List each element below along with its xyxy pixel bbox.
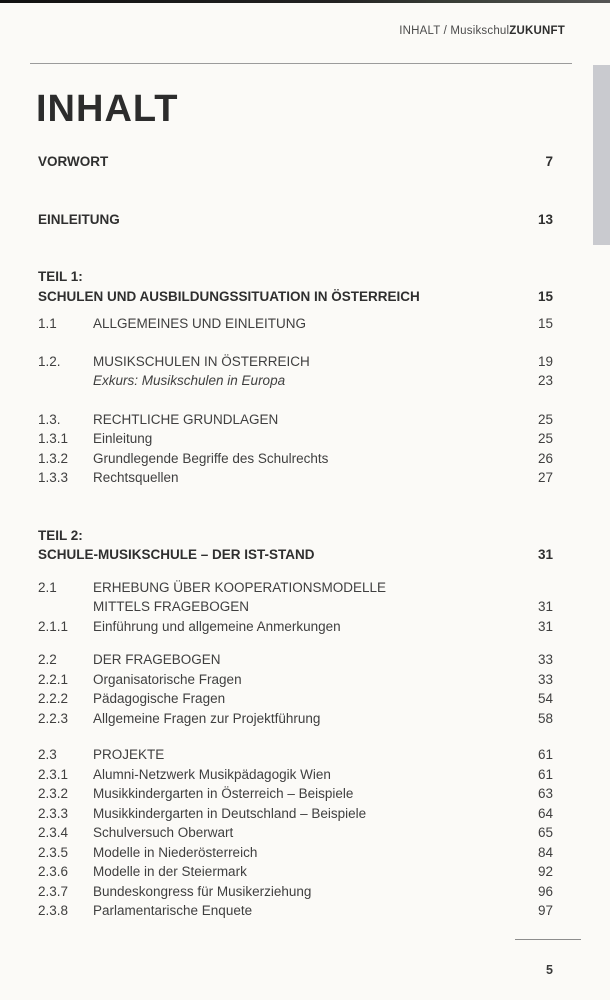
toc-row-title: Organisatorische Fragen [93,671,242,687]
toc-row [38,578,553,598]
toc-row-page: 92 [537,864,553,879]
toc-part-title: SCHULEN UND AUSBILDUNGSSITUATION IN ÖSTERREICH [38,288,420,304]
toc-row-page: 84 [537,844,553,860]
toc-row [38,745,553,765]
toc-row-page: 33 [537,652,553,667]
toc-row [38,689,553,709]
page-title: INHALT [36,88,179,130]
toc-row-number: 2.2 [38,652,57,667]
toc-row [38,650,553,670]
toc-row-title: Modelle in Niederösterreich [93,844,258,860]
toc-row-number: 2.1 [38,579,57,595]
toc-row-page: 31 [537,618,553,634]
toc-part-heading [38,267,553,306]
toc-row-title: Schulversuch Oberwart [93,825,234,840]
toc-row-title: PROJEKTE [93,747,165,762]
toc-row [38,617,553,637]
toc-row-number: 1.3. [38,411,61,427]
toc-row-title: Einleitung [93,431,153,446]
toc-row-title: RECHTLICHE GRUNDLAGEN [93,411,279,427]
toc-row-number: 2.2.1 [38,671,69,687]
toc-row-title: Rechtsquellen [93,470,179,485]
chapter-thumb-tab [593,65,610,245]
toc-row-page: 58 [537,710,553,726]
toc-row-page: 96 [537,883,553,899]
toc-part-label: TEIL 1: [38,269,83,284]
toc-row-number: 2.3.1 [38,766,69,782]
toc-row-title: Exkurs: Musikschulen in Europa [93,373,286,388]
toc-row [38,901,553,921]
toc-row-page: 64 [537,805,553,821]
toc-row-number [38,371,93,391]
toc-row-number: 2.1.1 [38,618,69,634]
toc-group [38,650,553,728]
toc-group [38,352,553,391]
toc-row-number [38,597,93,617]
toc-row-title: ERHEBUNG ÜBER KOOPERATIONSMODELLE [93,579,387,595]
toc-front-page: 13 [537,211,553,227]
toc-row-page: 19 [537,353,553,369]
toc-row [38,843,553,863]
toc-group [38,410,553,488]
running-header-section: INHALT / Musikschul [399,25,510,37]
toc-row-number: 2.3.4 [38,825,69,840]
toc-front-item [38,152,553,172]
header-divider-line [30,63,572,64]
toc-row [38,784,553,804]
toc-row [38,468,553,488]
toc-part-heading [38,526,553,565]
toc-row-page [517,578,553,598]
toc-row-title: MITTELS FRAGEBOGEN [93,599,250,614]
scan-edge-artifact [0,0,610,3]
toc-front-page: 7 [545,154,553,169]
toc-row [38,429,553,449]
toc-row-page: 63 [537,786,553,801]
toc-front-item [38,210,553,230]
toc-row-page: 31 [537,599,553,614]
toc-row-title: DER FRAGEBOGEN [93,652,221,667]
toc-row-page: 61 [537,747,553,762]
toc-row-page: 26 [537,450,553,466]
toc-row-number: 2.2.2 [38,691,69,706]
toc-row [38,670,553,690]
toc-row [38,449,553,469]
toc-row [38,371,553,391]
toc-row-title: ALLGEMEINES UND EINLEITUNG [93,316,307,331]
toc-row-number: 2.2.3 [38,710,69,726]
toc-front-label: EINLEITUNG [38,211,120,227]
toc-row-title: Allgemeine Fragen zur Projektführung [93,710,321,726]
toc-row-number: 1.1 [38,316,57,331]
toc-row-title: Musikkindergarten in Österreich – Beispiele [93,786,354,801]
table-of-contents [38,152,553,921]
toc-row-page: 25 [537,411,553,427]
toc-row-number: 2.3.2 [38,786,69,801]
toc-row-page: 97 [537,903,553,918]
folio-page-number: 5 [546,963,553,977]
toc-group [38,745,553,921]
running-header [0,25,565,37]
toc-row-page: 65 [537,825,553,840]
toc-row-title: Pädagogische Fragen [93,691,226,706]
toc-row [38,882,553,902]
toc-row-page: 23 [537,373,553,388]
toc-row [38,709,553,729]
toc-row-page: 25 [537,431,553,446]
toc-row-number: 1.2. [38,353,61,369]
toc-row [38,823,553,843]
toc-row [38,765,553,785]
toc-row-number: 2.3.6 [38,864,69,879]
toc-group [38,578,553,637]
toc-row-page: 33 [537,671,553,687]
toc-row-title: Parlamentarische Enquete [93,903,253,918]
toc-part-label: TEIL 2: [38,527,83,543]
toc-row-number: 2.3.5 [38,844,69,860]
toc-row-number: 2.3.7 [38,883,69,899]
toc-part-title: SCHULE-MUSIKSCHULE – DER IST-STAND [38,547,315,562]
toc-row [38,597,553,617]
toc-row-number: 2.3 [38,747,57,762]
footer-divider-line [515,939,581,940]
toc-row-number: 2.3.8 [38,903,69,918]
toc-row [38,862,553,882]
toc-part-page: 15 [537,288,553,304]
toc-row-page: 27 [537,470,553,485]
toc-part-page: 31 [537,547,553,562]
toc-row-number: 2.3.3 [38,805,69,821]
toc-row-page: 61 [537,766,553,782]
toc-row [38,804,553,824]
toc-front-label: VORWORT [38,154,109,169]
toc-row-page: 15 [537,316,553,331]
running-header-booktitle: ZUKUNFT [509,25,565,37]
toc-group [38,314,553,334]
toc-row-number: 1.3.3 [38,470,69,485]
toc-row [38,314,553,334]
toc-row [38,352,553,372]
toc-row-page: 54 [537,691,553,706]
toc-row-title: Musikkindergarten in Deutschland – Beispiele [93,805,367,821]
toc-row-title: MUSIKSCHULEN IN ÖSTERREICH [93,353,310,369]
toc-row-number: 1.3.2 [38,450,69,466]
toc-row-number: 1.3.1 [38,431,69,446]
toc-row-title: Alumni-Netzwerk Musikpädagogik Wien [93,766,331,782]
toc-row-title: Bundeskongress für Musikerziehung [93,883,312,899]
toc-row [38,410,553,430]
toc-row-title: Grundlegende Begriffe des Schulrechts [93,450,329,466]
toc-row-title: Einführung und allgemeine Anmerkungen [93,618,341,634]
toc-row-title: Modelle in der Steiermark [93,864,247,879]
